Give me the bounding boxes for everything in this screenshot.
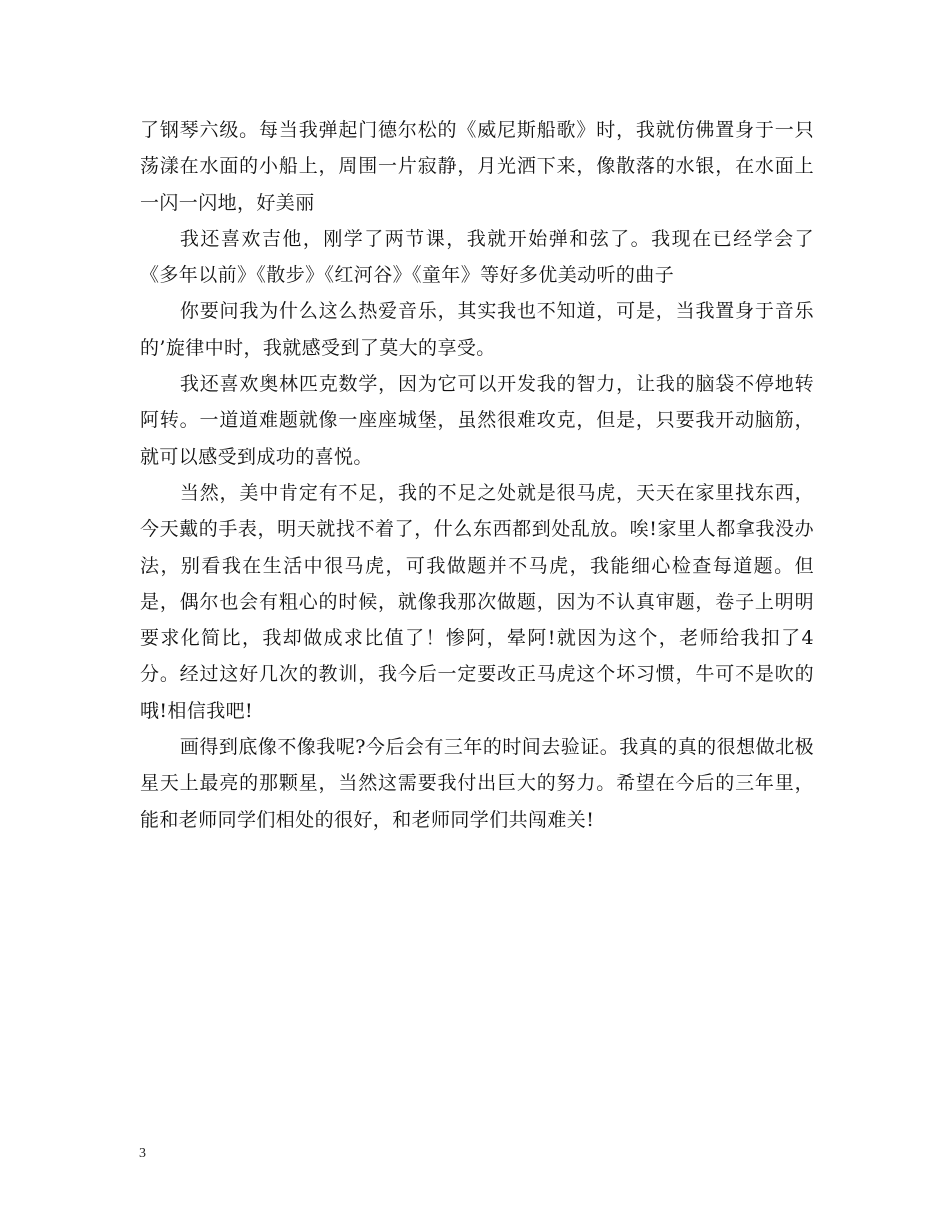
essay-body [140,112,814,838]
paragraph-love-music: 你要问我为什么这么热爱音乐，其实我也不知道，可是，当我置身于音乐的’旋律中时，我就感受到了莫大的享受。 [140,300,814,359]
paragraph-shortcomings: 当然，美中肯定有不足，我的不足之处就是很马虎，天天在家里找东西，今天戴的手表，明天就找不着了，什么东西都到处乱放。唉!家里人都拿我没办法，别看我在生活中很马虎，可我做题并不马虎，我能细心检查每道题。但是，偶尔也会有粗心的时候，就像我那次做题，因为不认真审题，卷子上明明要求化简比，我却做成求比值了！惨阿，晕阿!就因为这个，老师给我扣了4分。经过这好几次的教训，我今后一定要改正马虎这个坏习惯，牛可不是吹的哦!相信我吧! [140,481,814,722]
paragraph-guitar: 我还喜欢吉他，刚学了两节课，我就开始弹和弦了。我现在已经学会了《多年以前》《散步》《红河谷》《童年》等好多优美动听的曲子 [140,227,814,287]
paragraph-conclusion: 画得到底像不像我呢?今后会有三年的时间去验证。我真的真的很想做北极星天上最亮的那颗星，当然这需要我付出巨大的努力。希望在今后的三年里，能和老师同学们相处的很好，和老师同学们共闯难关! [140,736,814,831]
page-number: 3 [139,1146,146,1161]
paragraph-continued: 了钢琴六级。每当我弹起门德尔松的《威尼斯船歌》时，我就仿佛置身于一只荡漾在水面的小船上，周围一片寂静，月光洒下来，像散落的水银，在水面上一闪一闪地，好美丽 [140,119,814,214]
paragraph-olympiad-math: 我还喜欢奥林匹克数学，因为它可以开发我的智力，让我的脑袋不停地转阿转。一道道难题就像一座座城堡，虽然很难攻克，但是，只要我开动脑筋，就可以感受到成功的喜悦。 [140,373,814,468]
